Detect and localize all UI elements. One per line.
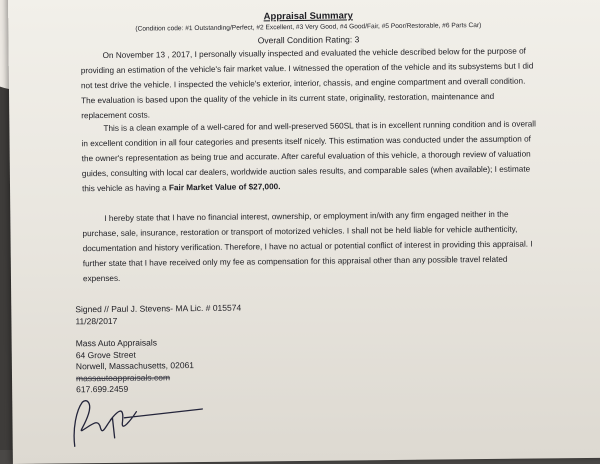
overall-condition-rating: Overall Condition Rating: 3 [257, 34, 360, 46]
disclaimer-paragraph: I hereby state that I have no financial interest, ownership, or employment in/with any firm engaged neither in the purchase, sale, insurance, restoration or transport of motorized vehicles. I shall not be held liable for vehicle authenticity, documentation and history verification. Therefore, I have no actual or potential conflict of interest in providing this appraisal. I further state that I have received only my fee as compensation for this appraisal other than any possible travel related expenses. [82, 209, 533, 284]
fair-market-value: Fair Market Value of $27,000. [168, 182, 281, 193]
phone-number: 617.699.2459 [76, 383, 129, 395]
company-name: Mass Auto Appraisals [75, 337, 157, 349]
signature-block [75, 302, 241, 328]
website: massautoappraisals.com [75, 371, 171, 383]
appraisal-document [8, 0, 600, 464]
valuation-paragraph [81, 116, 542, 196]
valuation-text: This is a clean example of a well-cared for and well-preserved 560SL that is in excellent running condition and is overall in excellent condition in all four categories and presents itself nicely. This estimation was conducted under the assumption of the owner's representation as being true and accurate. After careful evaluation of this vehicle, a thorough review of valuation guides, consulting with local car dealers, worldwide auction sales results, and comparable sales (when available); I estimate this vehicle as having a [81, 119, 536, 194]
condition-code-legend: (Condition code: #1 Outstanding/Perfect, #2 Excellent, #3 Very Good, #4 Good/Fair, #5 Poor/Restorable, #6 Parts Car) [135, 22, 482, 33]
document-title: Appraisal Summary [263, 10, 353, 23]
city-address: Norwell, Massachusetts, 02061 [75, 360, 195, 372]
signed-line: Signed // Paul J. Stevens- MA Lic. # 015574 [75, 302, 242, 315]
street-address: 64 Grove Street [75, 349, 136, 360]
handwritten-signature [52, 387, 233, 449]
inspection-paragraph: On November 13 , 2017, I personally visually inspected and evaluated the vehicle described below for the purpose of providing an estimation of the vehicle's fair market value. I witnessed the operation of the vehicle and its subsystems but I did not test drive the vehicle. I inspected the vehicle's exterior, interior, chassis, and engine compartment and overall condition. The evaluation is based upon the quality of the vehicle in its current state, originality, restoration, maintenance and replacement costs. [80, 46, 534, 121]
signed-date: 11/28/2017 [75, 315, 118, 327]
